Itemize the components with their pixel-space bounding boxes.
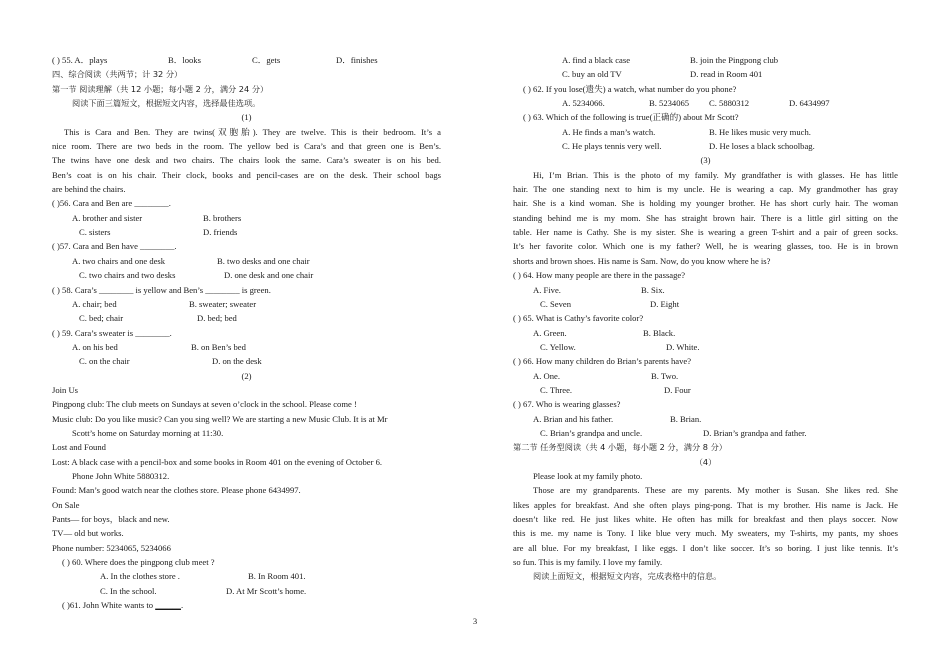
q57-option-d: D. one desk and one chair (224, 270, 314, 281)
passage2-heading: Join Us (52, 384, 79, 395)
question-58-options-ab (52, 297, 441, 311)
part1-instruction: 阅读下面三篇短文，根据短文内容，选择最佳选项。 (72, 98, 261, 109)
question-58-options-cd (52, 311, 441, 325)
q60-option-b: B. In Room 401. (248, 571, 306, 582)
question-67-stem: ( ) 67. Who is wearing glasses? (513, 399, 621, 410)
question-59-stem: ( ) 59. Cara’s sweater is ________. (52, 327, 172, 338)
question-64-options-ab (513, 283, 898, 297)
q60-option-c: C. In the school. (100, 585, 157, 596)
question-57-stem: ( )57. Cara and Ben have ________. (52, 241, 177, 252)
passage4-line: are all blue. For my breakfast, I like eggs. I don’t like soccer. It’s so boring. I just like tennis. It’s (513, 542, 898, 553)
passage4-label: （4） (694, 456, 717, 467)
passage4-instruction: 阅读上面短文，根据短文内容，完成表格中的信息。 (533, 571, 722, 582)
q65-option-b: B. Black. (643, 327, 676, 338)
q56-option-c: C. sisters (79, 227, 111, 238)
q59-option-b: B. on Ben’s bed (191, 341, 246, 352)
q56-option-b: B. brothers (203, 212, 242, 223)
page-number: 3 (472, 616, 478, 626)
q62-option-b: B. 5234065 (649, 98, 690, 109)
q55-option-c: C．gets (252, 55, 281, 65)
passage3-line: shorts and brown shoes. His name is Sam. Now, do you know where he is? (513, 255, 771, 266)
passage4-intro: Please look at my family photo. (533, 470, 643, 481)
question-55 (52, 53, 441, 67)
question-61-options-cd (513, 67, 898, 81)
q67-option-d: D. Brian’s grandpa and father. (703, 427, 807, 438)
q58-option-d: D. bed; bed (197, 313, 237, 324)
question-64-stem: ( ) 64. How many people are there in the passage? (513, 270, 686, 281)
passage2-heading: Lost and Found (52, 442, 106, 453)
question-61-options-ab (513, 53, 898, 67)
question-66-options-cd (513, 383, 898, 397)
q55-stem: ( ) 55. A．plays (52, 55, 108, 65)
question-57-options-cd (52, 268, 441, 282)
left-column (52, 53, 441, 612)
q59-option-c: C. on the chair (79, 356, 130, 367)
passage2-line: Phone John White 5880312. (72, 470, 170, 481)
passage2-line: Pants— for boys，black and new. (52, 514, 170, 524)
question-58-stem: ( ) 58. Cara’s ________ is yellow and Ben’s ________ is green. (52, 284, 271, 295)
q66-option-b: B. Two. (651, 370, 679, 381)
passage1-label: (1) (241, 112, 252, 123)
passage2-line: Lost: A black case with a pencil-box and some books in Room 401 on the evening of October 6. (52, 456, 383, 467)
passage3-line: It’s her favorite color. Which one is my father? Well, he is wearing glasses, too. He is in brown (513, 241, 898, 252)
q55-option-d: D．finishes (336, 55, 378, 65)
right-column (513, 53, 898, 584)
passage2-line: Phone number: 5234065, 5234066 (52, 542, 171, 553)
passage3-label: (3) (700, 155, 711, 166)
q61-option-c: C. buy an old TV (562, 69, 622, 80)
q66-option-a: A. One. (533, 370, 560, 381)
q57-option-a: A. two chairs and one desk (72, 255, 166, 266)
q64-option-a: A. Five. (533, 284, 561, 295)
q59-option-d: D. on the desk (212, 356, 262, 367)
question-60-options-cd (52, 584, 441, 598)
passage2-label: (2) (241, 370, 252, 381)
question-56-options-ab (52, 211, 441, 225)
q58-option-c: C. bed; chair (79, 313, 124, 324)
q62-option-a: A. 5234066. (562, 98, 605, 109)
passage2-line: Found: Man’s good watch near the clothes store. Please phone 6434997. (52, 485, 301, 496)
question-64-options-cd (513, 297, 898, 311)
question-63-stem: ( ) 63. Which of the following is true(正确的) about Mr Scott? (523, 112, 739, 123)
q65-option-c: C. Yellow. (540, 341, 576, 352)
question-62-options (513, 96, 898, 110)
q56-option-a: A. brother and sister (72, 212, 143, 223)
q61-stem: ( )61. John White wants to (62, 600, 154, 611)
q67-option-b: B. Brian. (670, 413, 702, 424)
passage3-line: hair. She is a kind woman. She is holding my younger brother. He has short curly hair. The woman (513, 198, 898, 209)
question-66-options-ab (513, 369, 898, 383)
passage3-line: standing behind me is my mom. She has straight brown hair. There is a little girl sitting on the (513, 212, 898, 223)
question-62-stem: ( ) 62. If you lose(遗失) a watch, what number do you phone? (523, 83, 737, 94)
q64-option-b: B. Six. (641, 284, 665, 295)
question-61-stem: ( )61. John White wants to ______. (52, 598, 441, 612)
passage4-line: likes apples for breakfast. And she often plays ping-pong. That is my brother. His name is Jack. He (513, 499, 898, 510)
question-60-stem: ( ) 60. Where does the pingpong club meet ? (62, 557, 215, 568)
q61-option-b: B. join the Pingpong club (690, 55, 779, 65)
q64-option-d: D. Eight (650, 298, 680, 309)
passage2-line: TV— old but works. (52, 528, 124, 539)
question-65-options-ab (513, 326, 898, 340)
question-65-stem: ( ) 65. What is Cathy’s favorite color? (513, 313, 644, 324)
passage3-line: table. Her name is Cathy. She is my sister. She is wearing a green T-shirt and a pair of green socks. (513, 227, 898, 238)
question-65-options-cd (513, 340, 898, 354)
q65-option-a: A. Green. (533, 327, 567, 338)
q64-option-c: C. Seven (540, 298, 572, 309)
q58-option-a: A. chair; bed (72, 298, 117, 309)
question-60-options-ab (52, 569, 441, 583)
passage2-line: Music club: Do you like music? Can you sing well? We are starting a new Music Club. It is at Mr (52, 413, 388, 424)
q61-blank: ______ (155, 600, 181, 611)
q67-option-c: C. Brian’s grandpa and uncle. (540, 427, 643, 438)
q57-option-b: B. two desks and one chair (217, 255, 310, 266)
q63-option-a: A. He finds a man’s watch. (562, 126, 656, 137)
question-56-stem: ( )56. Cara and Ben are ________. (52, 198, 171, 209)
question-67-options-ab (513, 412, 898, 426)
part2-title: 第二节 任务型阅读（共 4 小题，每小题 2 分，满分 8 分） (513, 442, 727, 453)
q66-option-c: C. Three. (540, 384, 573, 395)
passage4-line: so fun. This is my family. I love my family. (513, 557, 663, 568)
question-66-stem: ( ) 66. How many children do Brian’s parents have? (513, 356, 692, 367)
passage3-line: Hi, I’m Brian. This is the photo of my family. My grandfather is with glasses. He has little (533, 169, 898, 180)
section4-title: 四、综合阅读（共两节；计 32 分） (52, 69, 183, 80)
q59-option-a: A. on his bed (72, 341, 118, 352)
q55-option-b: B．looks (168, 55, 201, 65)
passage1-line: The twins have one desk and two chairs. The chairs look the same. Cara’s sweater is on his bed. (52, 155, 441, 166)
q63-option-b: B. He likes music very much. (709, 126, 811, 137)
q57-option-c: C. two chairs and two desks (79, 270, 176, 281)
question-57-options-ab (52, 254, 441, 268)
q67-option-a: A. Brian and his father. (533, 413, 614, 424)
q61-option-d: D. read in Room 401 (690, 69, 763, 80)
passage2-line: Scott’s home on Saturday morning at 11:30. (72, 427, 224, 438)
q58-option-b: B. sweater; sweater (189, 298, 257, 309)
q62-option-c: C. 5880312 (709, 98, 750, 109)
passage3-line: hair. The one standing next to him is my uncle. He is wearing a cap. My grandmother has gray (513, 184, 898, 195)
passage1-line: This is Cara and Ben. They are twins(双胞胎). They are twelve. This is their bedroom. It’s a (64, 126, 441, 137)
passage1-line: Ben’s coat is on his chair. Their clock, books and pencil-cases are on the desk. Their school bags (52, 169, 441, 180)
question-67-options-cd (513, 426, 898, 440)
q66-option-d: D. Four (664, 384, 691, 395)
passage2-heading: On Sale (52, 499, 80, 510)
passage4-line: Those are my grandparents. These are my parents. My mother is Susan. She likes red. She (533, 485, 898, 496)
passage1-line: nice room. There are two beds in the room. The yellow bed is Cara’s and that green one is Ben’s. (52, 141, 441, 152)
passage2-line: Pingpong club: The club meets on Sundays at seven o’clock in the school. Please come ! (52, 399, 357, 410)
question-63-options-cd (513, 139, 898, 153)
q65-option-d: D. White. (666, 341, 700, 352)
question-59-options-ab (52, 340, 441, 354)
q63-option-d: D. He loses a black schoolbag. (709, 141, 815, 152)
q60-option-d: D. At Mr Scott’s home. (226, 585, 307, 596)
q60-option-a: A. In the clothes store . (100, 571, 180, 582)
passage4-line: this is me. my name is Tony. I like blue very much. My sweaters, my T-shirts, my pants, my shoes (513, 528, 898, 539)
q56-option-d: D. friends (203, 227, 238, 238)
q63-option-c: C. He plays tennis very well. (562, 141, 662, 152)
question-56-options-cd (52, 225, 441, 239)
question-59-options-cd (52, 354, 441, 368)
passage4-line: doesn’t like red. He just likes white. He often has milk for breakfast and then plays soccer. Now (513, 514, 898, 524)
q62-option-d: D. 6434997 (789, 98, 830, 109)
part1-title: 第一节 阅读理解（共 12 小题；每小题 2 分，满分 24 分） (52, 83, 269, 94)
passage1-line: are behind the chairs. (52, 184, 126, 195)
q61-option-a: A. find a black case (562, 55, 631, 65)
question-63-options-ab (513, 125, 898, 139)
